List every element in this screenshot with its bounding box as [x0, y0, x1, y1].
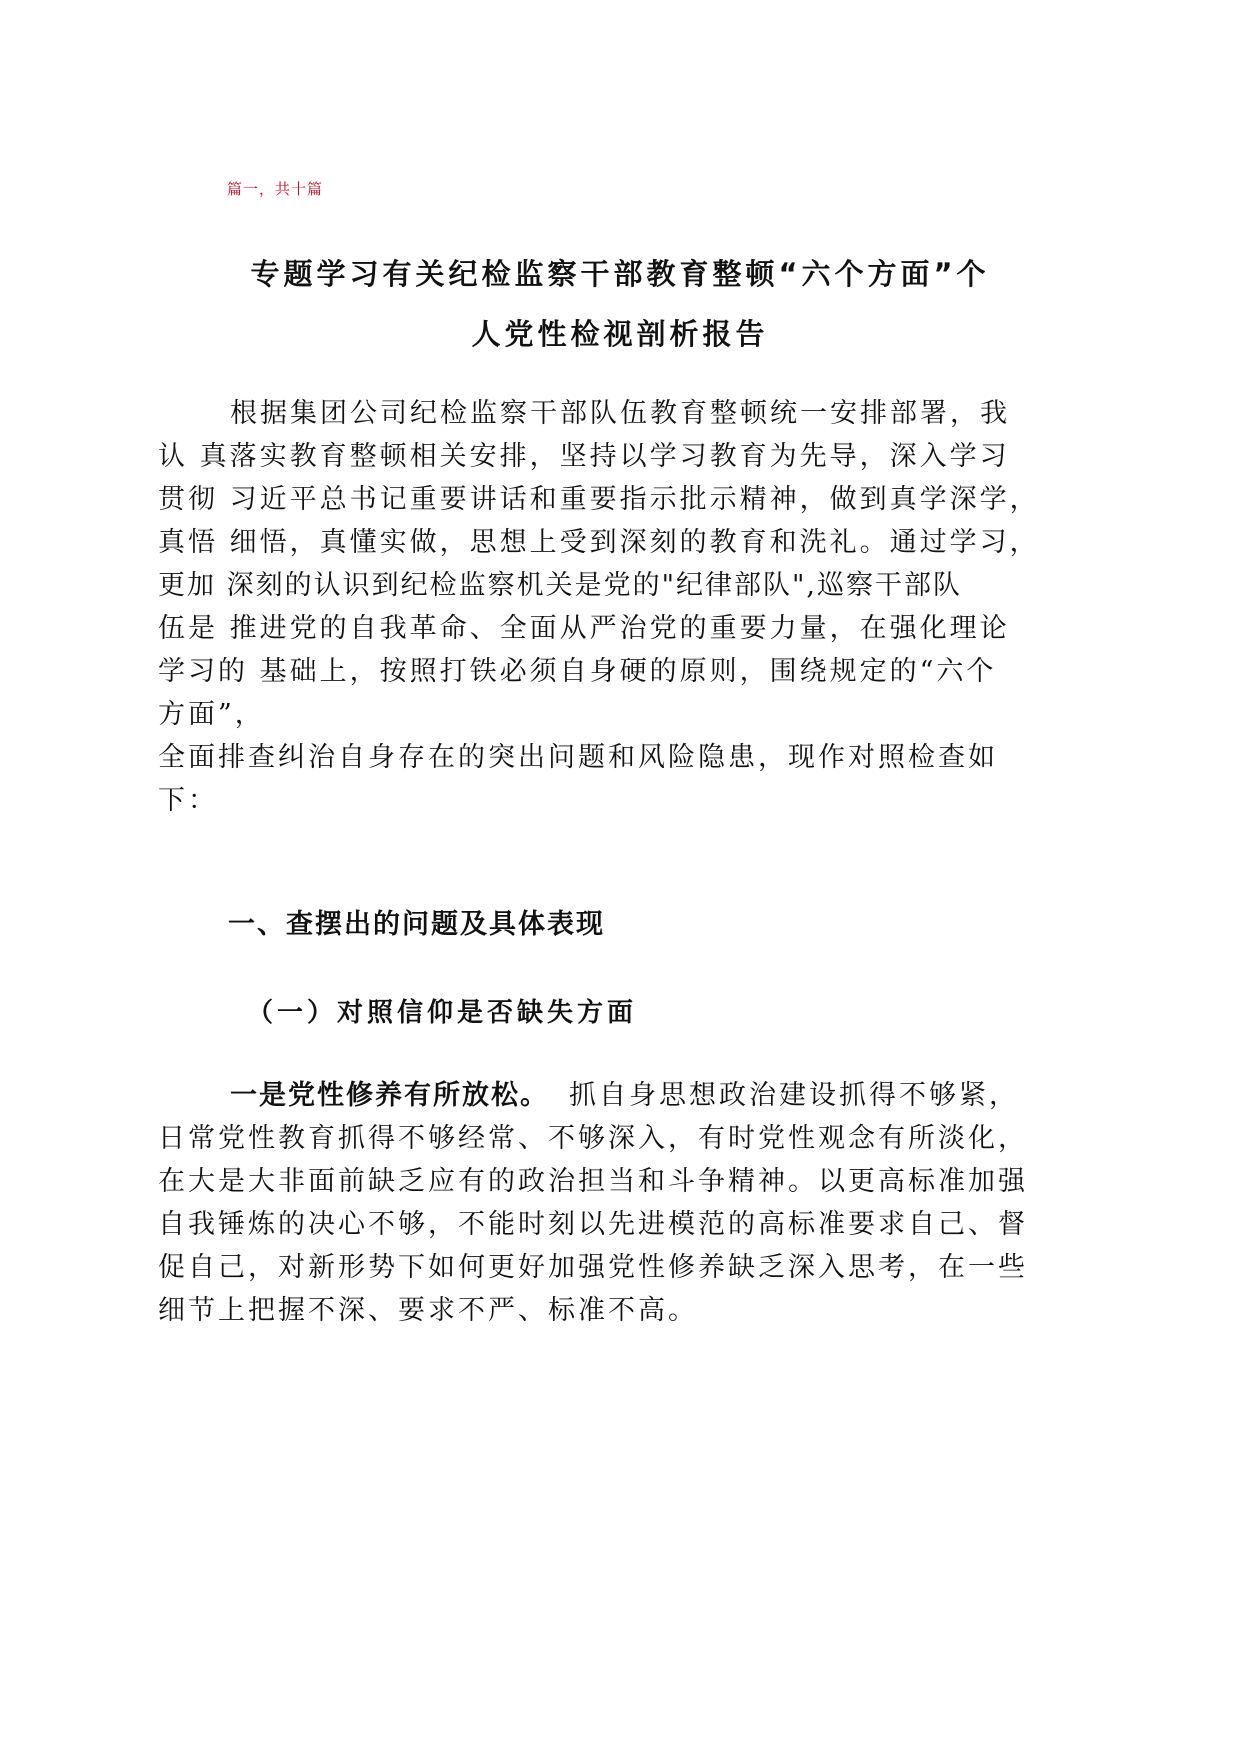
paragraph-lead: 一是党性修养有所放松。 — [230, 1080, 549, 1111]
intro-line: 真悟 细悟，真懂实做，思想上受到深刻的教育和洗礼。通过学习， — [158, 527, 1040, 558]
title-line: 人党性检视剖析报告 — [471, 317, 769, 351]
body-paragraph — [158, 1074, 1088, 1332]
intro-line: 伍是 推进党的自我革命、全面从严治党的重要力量，在强化理论 — [158, 613, 1010, 644]
intro-line: 贯彻 习近平总书记重要讲话和重要指示批示精神，做到真学深学， — [158, 484, 1040, 515]
intro-line: 更加 深刻的认识到纪检监察机关是党的"纪律部队",巡察干部队 — [158, 570, 963, 601]
body-line: 日常党性教育抓得不够经常、不够深入，有时党性观念有所淡化， — [158, 1123, 1028, 1154]
intro-paragraph — [158, 392, 1088, 822]
body-line: 促自己，对新形势下如何更好加强党性修养缺乏深入思考，在一些 — [158, 1252, 1028, 1283]
intro-line: 方面”， — [158, 699, 265, 730]
body-line-text: 抓自身思想政治建设抓得不够紧， — [569, 1080, 1019, 1111]
intro-line: 全面排查纠治自身存在的突出问题和风险隐患，现作对照检查如 — [158, 742, 998, 773]
body-line — [158, 1074, 1088, 1117]
intro-line: 根据集团公司纪检监察干部队伍教育整顿统一安排部署，我 — [230, 398, 1010, 429]
document-tag: 篇一，共十篇 — [227, 180, 324, 198]
subsection-heading: （一）对照信仰是否缺失方面 — [247, 998, 638, 1028]
intro-line: 下： — [158, 785, 218, 816]
title-line: 专题学习有关纪检监察干部教育整顿“六个方面”个 — [250, 257, 990, 291]
intro-line: 认 真落实教育整顿相关安排，坚持以学习教育为先导，深入学习 — [158, 441, 1010, 472]
document-title — [150, 244, 1090, 364]
section-heading: 一、查摆出的问题及具体表现 — [228, 909, 605, 940]
body-line: 在大是大非面前缺乏应有的政治担当和斗争精神。以更高标准加强 — [158, 1166, 1028, 1197]
body-line: 细节上把握不深、要求不严、标准不高。 — [158, 1295, 698, 1326]
intro-line: 学习的 基础上，按照打铁必须自身硬的原则，围绕规定的“六个 — [158, 656, 997, 687]
body-line: 自我锤炼的决心不够，不能时刻以先进模范的高标准要求自己、督 — [158, 1209, 1028, 1240]
